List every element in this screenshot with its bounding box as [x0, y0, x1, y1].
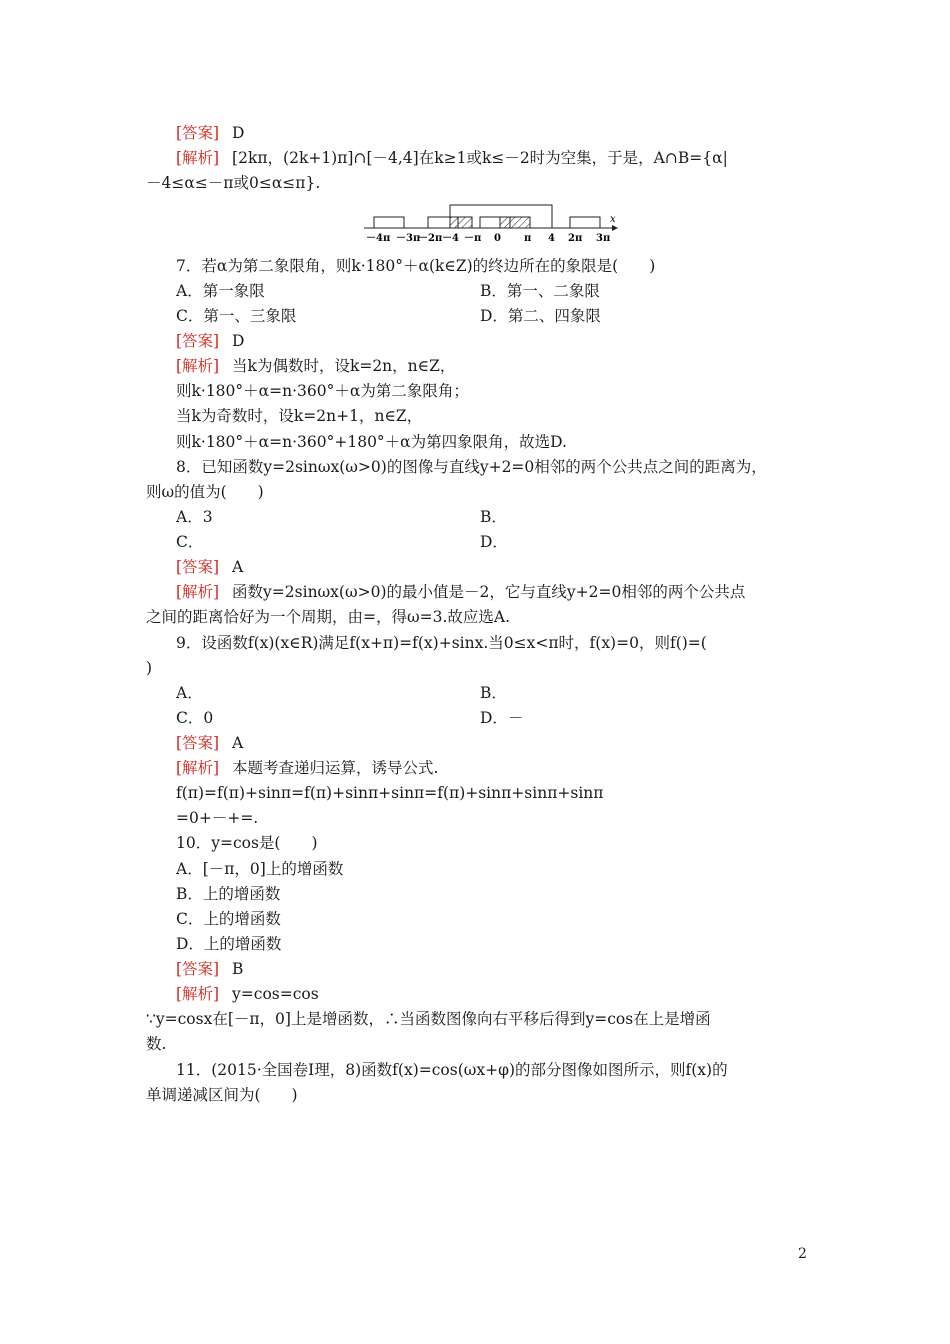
option-a: A．3: [176, 508, 213, 526]
page-number: 2: [798, 1246, 807, 1262]
q6-analysis-line-2: －4≤α≤－π或0≤α≤π}.: [146, 174, 321, 192]
option-b: B．第一、二象限: [480, 282, 600, 300]
analysis-tag: [解析]: [176, 759, 220, 777]
option-b: B．: [480, 684, 507, 702]
option-a: A．第一象限: [176, 282, 265, 300]
q7-analysis-line-2: 则k·180°＋α=n·360°＋α为第二象限角；: [176, 382, 469, 400]
analysis-tag: [解析]: [176, 357, 220, 375]
tick-label: 4: [548, 233, 555, 244]
tick-label: 0: [494, 233, 501, 244]
answer-tag: [答案]: [176, 332, 220, 350]
option-a: A．: [176, 684, 203, 702]
q10-analysis-line-2: ∵y=cosx在[－π，0]上是增函数，∴当函数图像向右平移后得到y=cos在上是增函: [146, 1010, 711, 1028]
option-c: C．第一、三象限: [176, 307, 297, 325]
q10-analysis-line-3: 数.: [146, 1035, 167, 1053]
option-d: D．第二、四象限: [480, 307, 601, 325]
q9-analysis-line-3: =0+－+=.: [176, 809, 259, 827]
option-d: D．－: [480, 709, 524, 727]
option-d: D．: [480, 533, 508, 551]
tick-label: －4: [442, 233, 459, 244]
q8-options-row-2: [176, 531, 846, 553]
q9-options-row-2: [176, 707, 846, 729]
q8-options-row-1: [176, 506, 846, 528]
q10-option-a: A．[－π，0]上的增函数: [176, 860, 344, 878]
q10-option-c: C．上的增函数: [176, 910, 281, 928]
q11-stem-1: 11．(2015·全国卷Ⅰ理，8)函数f(x)=cos(ωx+φ)的部分图像如图所示，则f(x)的: [176, 1061, 728, 1079]
q7-analysis-line-4: 则k·180°＋α=n·360°+180°＋α为第四象限角，故选D.: [176, 433, 567, 451]
analysis-tag: [解析]: [176, 149, 220, 167]
axis-arrow: [612, 225, 618, 231]
q6-analysis-line-1: [176, 147, 846, 169]
q11-stem-2: 单调递减区间为( ): [146, 1086, 298, 1104]
q7-options-row-1: [176, 280, 846, 302]
answer-tag: [答案]: [176, 960, 220, 978]
analysis-text: 函数y=2sinωx(ω>0)的最小值是－2，它与直线y+2=0相邻的两个公共点: [232, 583, 746, 601]
analysis-text: y=cos=cos: [232, 985, 319, 1003]
q9-stem-2: ): [146, 659, 153, 677]
q8-analysis-line-1: [176, 581, 846, 603]
answer-value: D: [232, 124, 245, 142]
q7-answer-line: [176, 330, 846, 352]
q9-stem-1: 9．设函数f(x)(x∈R)满足f(x+π)=f(x)+sinx.当0≤x<π时，f(x)=0，则f()=(: [176, 634, 707, 652]
number-line-svg: [360, 202, 620, 246]
q10-stem: 10．y=cos是( ): [176, 834, 318, 852]
answer-tag: [答案]: [176, 558, 220, 576]
answer-value: A: [232, 558, 244, 576]
q8-answer-line: [176, 556, 846, 578]
answer-tag: [答案]: [176, 734, 220, 752]
analysis-tag: [解析]: [176, 985, 220, 1003]
tick-label: π: [524, 233, 532, 244]
answer-tag: [答案]: [176, 124, 220, 142]
option-c: C．: [176, 533, 204, 551]
hatched-region: [500, 217, 530, 228]
answer-value: B: [232, 960, 244, 978]
q7-analysis-line-3: 当k为奇数时，设k=2n+1，n∈Z，: [176, 407, 423, 425]
q8-stem-1: 8．已知函数y=2sinωx(ω>0)的图像与直线y+2=0相邻的两个公共点之间的距离为，: [176, 458, 767, 476]
q9-options-row-1: [176, 682, 846, 704]
q7-options-row-2: [176, 305, 846, 327]
q10-analysis-line-1: [176, 983, 846, 1005]
analysis-tag: [解析]: [176, 583, 220, 601]
number-line-figure: [360, 202, 620, 246]
tick-label: －3π: [396, 233, 421, 244]
interval-box: [374, 217, 404, 228]
q8-stem-2: 则ω的值为( ): [146, 483, 264, 501]
q7-analysis-line-1: [176, 355, 846, 377]
axis-label: x: [610, 214, 616, 225]
q7-stem: 7．若α为第二象限角，则k·180°＋α(k∈Z)的终边所在的象限是( ): [176, 257, 656, 275]
interval-box: [570, 217, 600, 228]
option-c: C．0: [176, 709, 214, 727]
analysis-text: 当k为偶数时，设k=2n，n∈Z，: [232, 357, 456, 375]
tick-label: －π: [464, 233, 482, 244]
tick-label: －2π: [418, 233, 443, 244]
q10-option-d: D．上的增函数: [176, 935, 282, 953]
tick-label: 2π: [568, 233, 583, 244]
tick-label: 3π: [596, 233, 611, 244]
analysis-text: 本题考查递归运算，诱导公式.: [232, 759, 439, 777]
q10-option-b: B．上的增函数: [176, 885, 281, 903]
q6-answer-line: [176, 122, 846, 144]
q9-answer-line: [176, 732, 846, 754]
option-b: B．: [480, 508, 507, 526]
hatched-region: [450, 217, 472, 228]
q10-answer-line: [176, 958, 846, 980]
q9-analysis-line-2: f(π)=f(π)+sinπ=f(π)+sinπ+sinπ=f(π)+sinπ+sinπ+sinπ: [176, 784, 604, 802]
answer-value: D: [232, 332, 245, 350]
answer-value: A: [232, 734, 244, 752]
q9-analysis-line-1: [176, 757, 846, 779]
tick-label: －4π: [366, 233, 391, 244]
analysis-text: [2kπ，(2k+1)π]∩[－4,4]在k≥1或k≤－2时为空集，于是，A∩B={α|: [232, 149, 728, 167]
q8-analysis-line-2: 之间的距离恰好为一个周期，由=，得ω=3.故应选A.: [146, 608, 511, 626]
